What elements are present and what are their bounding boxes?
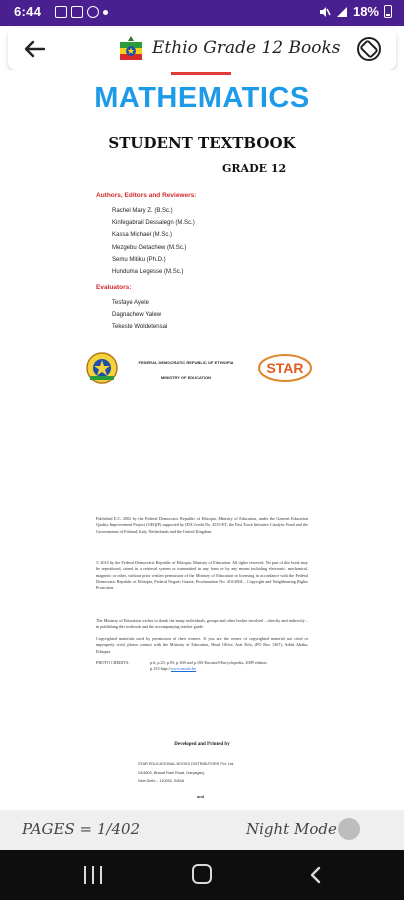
photo-credit-item: p.6, p.25, p.93, p.168 and p.183-Encarta®Encyclopedia, 2009 edition. [150, 660, 268, 665]
status-right [319, 4, 392, 19]
publisher-details [138, 760, 234, 786]
title-accent-line [171, 72, 231, 75]
copyright-contact-note: Copyrighted materials used by permission of their owners. If you are the owner of copyrighted material not cited or improperly cited, please contact with the Ministry of Education, Head Office, Arat Kilo, (PO Box 1367), Addis Ababa, Ethiopia. [96, 636, 308, 654]
app-title: Ethio Grade 12 Books [152, 38, 341, 58]
status-time: 6:44 [14, 4, 42, 19]
publication-note: Published E.C. 2002 by the Federal Democratic Republic of Ethiopia, Ministry of Education, under the General Education Quality Improvement Project (GEQIP) supported by IDA Credit No. 4535-ET, the Fast Track Initiative Catalytic Fund and the Governments of Finland, Italy, Netherlands and the United Kingdom. [96, 516, 308, 534]
night-mode-label: Night Mode [246, 820, 337, 838]
recents-icon[interactable] [84, 866, 102, 884]
publisher-city: New Delhi – 110002, INDIA [138, 779, 185, 783]
author-item: Mezgebu Getachew (M.Sc.) [112, 244, 187, 251]
gallery-notification-icon [55, 6, 67, 18]
ministry-text: MINISTRY OF EDUCATION [160, 375, 212, 380]
app-notification-icon [71, 6, 83, 18]
status-bar [0, 0, 404, 26]
author-item: Hunduma Legesse (M.Sc.) [112, 269, 184, 276]
document-page[interactable] [0, 70, 404, 810]
evaluator-item: Tekeste Woldetensai [112, 324, 168, 331]
battery-icon [384, 5, 392, 18]
page-counter: PAGES = 1/402 [22, 820, 141, 838]
evaluators-heading: Evaluators: [96, 284, 132, 291]
acknowledgement-note: The Ministry of Education wishes to thank the many individuals, groups and other bodies involved – directly and indirectly – in publishing this textbook and the accompanying teacher guide. [96, 618, 308, 630]
author-item: Rachel Mary Z. (B.Sc.) [112, 208, 173, 214]
book-subtitle: STUDENT TEXTBOOK [108, 134, 296, 152]
authors-list [112, 205, 195, 278]
night-mode-toggle[interactable] [338, 818, 360, 840]
screen-rotate-icon[interactable] [354, 34, 384, 64]
author-item: Kinfegabrail Dessalegn (M.Sc.) [112, 220, 195, 227]
system-nav-bar [0, 850, 404, 900]
photo-credits-label: PHOTO CREDITS: [96, 660, 130, 665]
page-roman-number: and [197, 794, 205, 799]
evaluators-list [112, 297, 167, 334]
photo-credit-prefix: p.153-http:// [150, 666, 171, 672]
ethiopia-emblem-logo-icon [118, 35, 144, 63]
photo-credit-link[interactable]: www.zazzle.be [170, 666, 197, 672]
star-publisher-logo [258, 354, 312, 382]
nav-back-icon[interactable] [306, 865, 326, 885]
authors-heading: Authors, Editors and Reviewers: [96, 192, 197, 199]
author-item: Semu Mitiku (Ph.D.) [112, 256, 166, 263]
star-logo-text: STAR [266, 360, 304, 376]
author-item: Kassa Michael (M.Sc.) [112, 232, 173, 239]
developed-by-heading: Developed and Printed by [174, 742, 230, 747]
back-arrow-icon[interactable] [20, 34, 50, 64]
book-title: MATHEMATICS [94, 82, 310, 114]
evaluator-item: Tesfaye Ayele [112, 300, 149, 306]
signal-icon [336, 6, 348, 18]
home-icon[interactable] [192, 864, 212, 884]
app-bar [8, 28, 396, 70]
photo-credits [150, 660, 268, 673]
notification-icons [55, 6, 108, 18]
publisher-name: STAR EDUCATIONAL BOOKS DISTRIBUTORS Pvt. Ltd. [138, 762, 235, 766]
book-grade: GRADE 12 [222, 162, 287, 175]
fdre-emblem-icon [86, 352, 118, 384]
fdre-text: FEDERAL DEMOCRATIC REPUBLIC OF ETHIOPIA [138, 360, 234, 365]
alert-notification-icon [87, 6, 99, 18]
evaluator-item: Dagnachew Yalew [112, 312, 162, 319]
publisher-address: 24/4800, Bharat Ram Road, Daryaganj, [138, 770, 205, 775]
more-notifications-dot-icon [103, 10, 108, 15]
mute-icon [319, 6, 331, 18]
copyright-note: © 2010 by the Federal Democratic Republic of Ethiopia, Ministry of Education. All rights reserved. No part of this book may be reproduced, stored in a retrieval system or transmitted in any form or by any means including electronic, mechanical, magnetic or other, without prior written permission of the Ministry of Education or licensing in accordance with the Federal Democratic Republic of Ethiopia, Federal Negarit Gazeta, Proclamation No. 410/2004 – Copyright and Neighbouring Rights Protection. [96, 560, 308, 591]
battery-percent: 18% [352, 4, 379, 19]
photo-credit-item [150, 666, 268, 672]
reader-bottom-bar [0, 810, 404, 850]
